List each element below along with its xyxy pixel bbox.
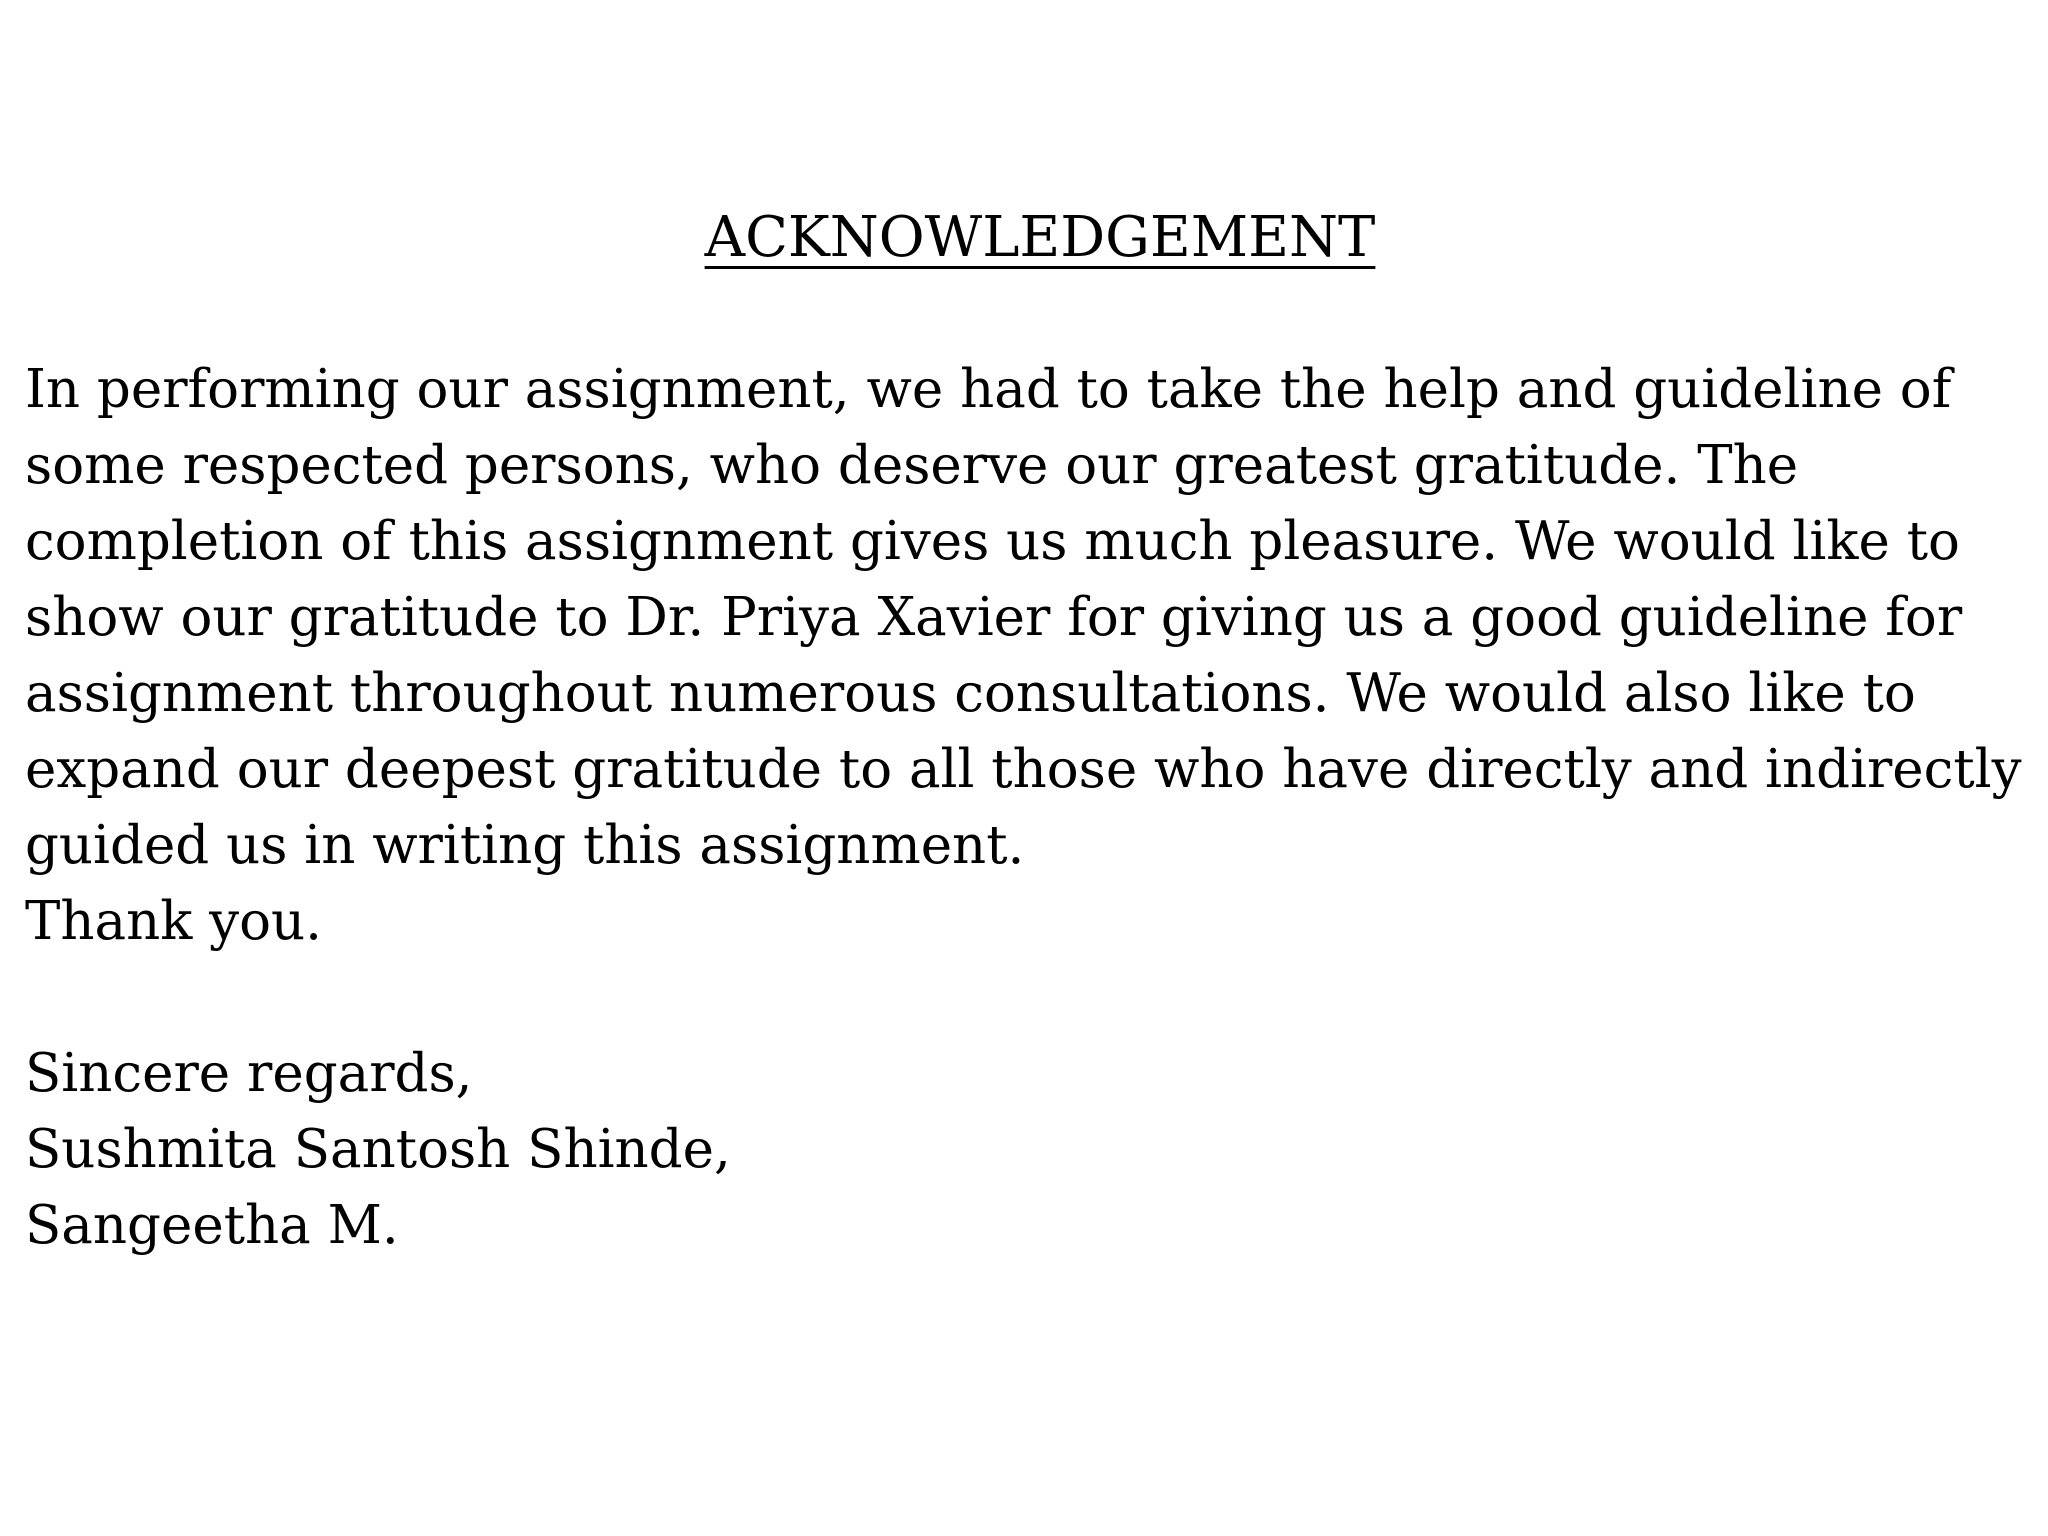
paragraph-line: show our gratitude to Dr. Priya Xavier for giving us a good guideline for [25, 587, 1963, 648]
closing-line: Sincere regards, [25, 1043, 473, 1104]
paragraph-line: completion of this assignment gives us much pleasure. We would like to [25, 511, 1960, 572]
paragraph-line: some respected persons, who deserve our greatest gratitude. The [25, 435, 1799, 496]
paragraph-line: In performing our assignment, we had to take the help and guideline of [25, 359, 1952, 420]
paragraph-line: guided us in writing this assignment. [25, 815, 1025, 876]
page-title: ACKNOWLEDGEMENT [704, 205, 1376, 270]
acknowledgement-body [25, 352, 2035, 1264]
signatory-name: Sangeetha M. [25, 1195, 399, 1256]
paragraph-line: expand our deepest gratitude to all those who have directly and indirectly [25, 739, 2022, 800]
signatory-name: Sushmita Santosh Shinde, [25, 1119, 731, 1180]
blank-line [25, 960, 2035, 1036]
paragraph-line: assignment throughout numerous consultations. We would also like to [25, 663, 1916, 724]
thank-you-line: Thank you. [25, 891, 323, 952]
